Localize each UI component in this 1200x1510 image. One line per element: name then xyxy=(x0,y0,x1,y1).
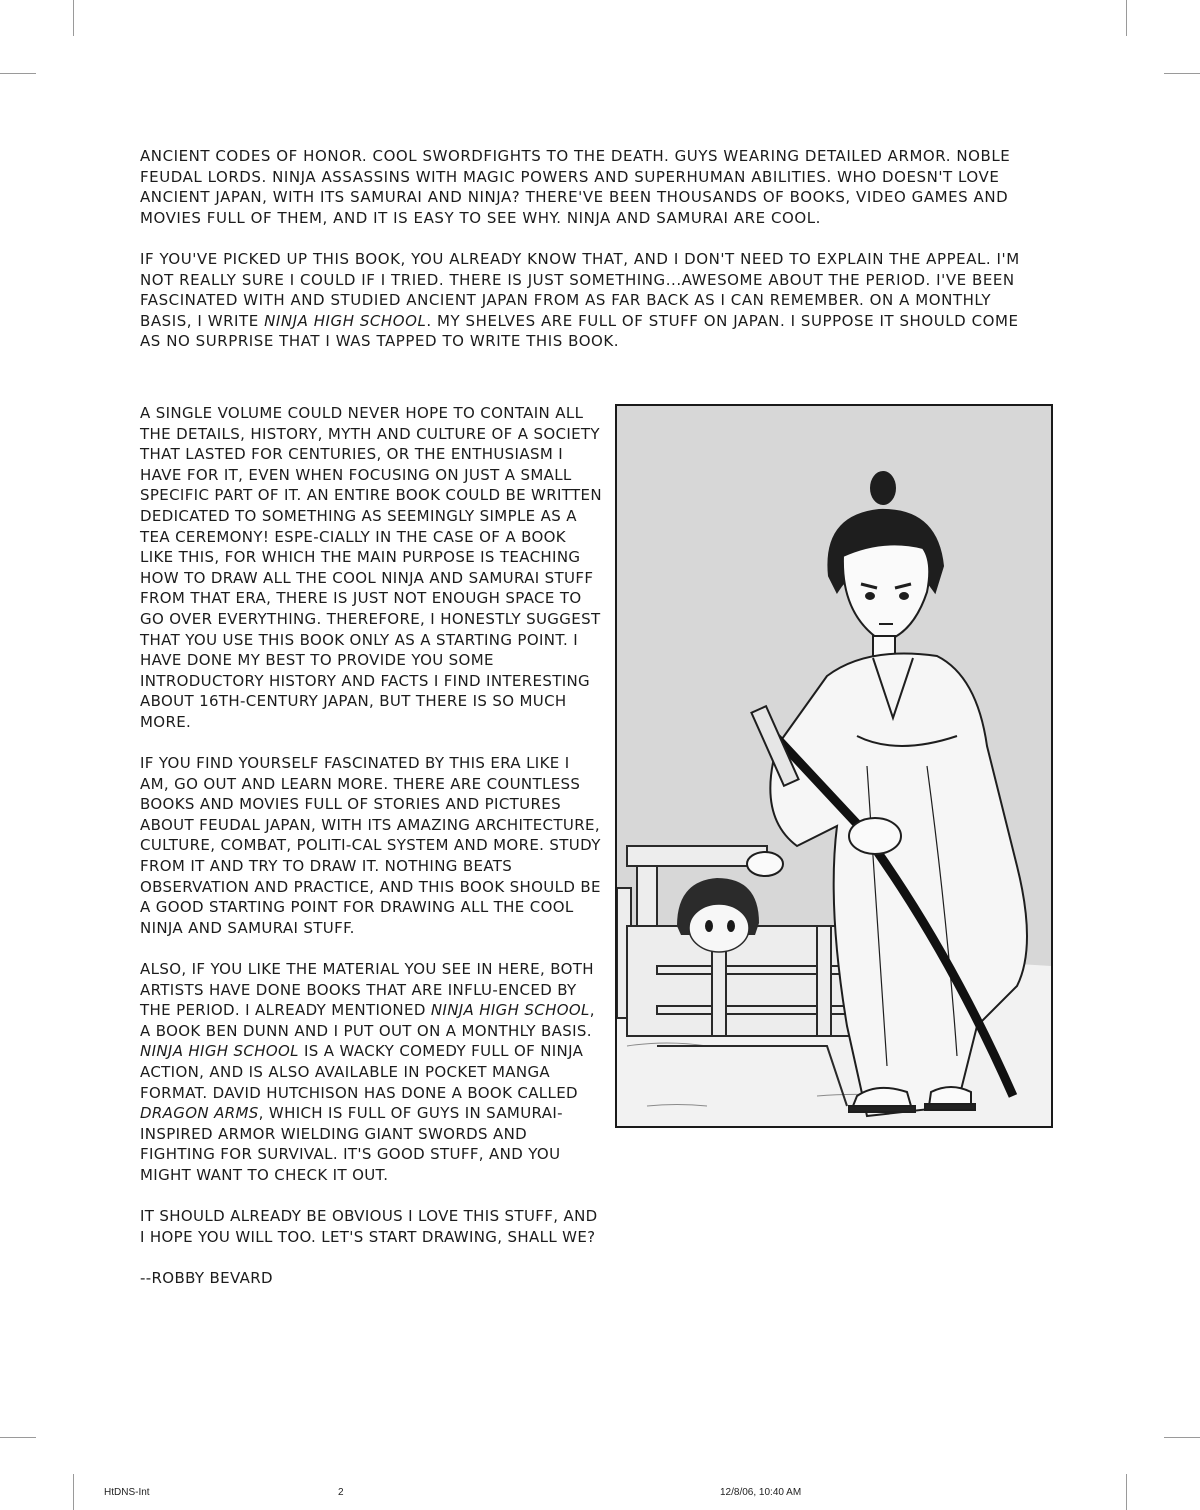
crop-mark xyxy=(1126,0,1127,36)
illustration-panel xyxy=(615,404,1053,1128)
book-title: NINJA HIGH SCHOOL xyxy=(430,1001,590,1020)
column-text: ALSO, IF YOU LIKE THE MATERIAL YOU SEE IN HERE, BOTH ARTISTS HAVE DONE BOOKS THAT ARE INFLU-ENCED BY THE PERIOD. I ALREADY MENTIONED xyxy=(140,960,594,1020)
footer-timestamp: 12/8/06, 10:40 AM xyxy=(720,1487,802,1498)
crop-mark xyxy=(73,0,74,36)
column-paragraph-1: A SINGLE VOLUME COULD NEVER HOPE TO CONTAIN ALL THE DETAILS, HISTORY, MYTH AND CULTURE OF A SOCIETY THAT LASTED FOR CENTURIES, OR THE ENTHUSIASM I HAVE FOR IT, EVEN WHEN FOCUSING ON JUST A SMALL SPECIFIC PART OF IT. AN ENTIRE BOOK COULD BE WRITTEN DEDICATED TO SOMETHING AS SEEMINGLY SIMPLE AS A TEA CEREMONY! ESPE-CIALLY IN THE CASE OF A BOOK LIKE THIS, FOR WHICH THE MAIN PURPOSE IS TEACHING HOW TO DRAW ALL THE COOL NINJA AND SAMURAI STUFF FROM THAT ERA, THERE IS JUST NOT ENOUGH SPACE TO GO OVER EVERYTHING. THEREFORE, I HONESTLY SUGGEST THAT YOU USE THIS BOOK ONLY AS A STARTING POINT. I HAVE DONE MY BEST TO PROVIDE YOU SOME INTRODUCTORY HISTORY AND FACTS I FIND INTERESTING ABOUT 16TH-CENTURY JAPAN, BUT THERE IS SO MUCH MORE. xyxy=(140,404,602,731)
samurai-illustration xyxy=(617,406,1051,1126)
book-title: DRAGON ARMS xyxy=(140,1104,259,1123)
samurai-hand xyxy=(747,852,783,876)
intro-text: . MY SHELVES ARE FULL OF STUFF ON JAPAN. I SUPPOSE IT SHOULD COME AS NO SURPRISE THAT I WAS TAPPED TO WRITE THIS BOOK. xyxy=(140,311,1019,351)
crop-mark xyxy=(1164,73,1200,74)
column-paragraph-3 xyxy=(140,959,602,1186)
samurai-eye xyxy=(900,593,908,599)
intro-section xyxy=(140,146,1040,352)
crop-mark xyxy=(1164,1437,1200,1438)
child-eye xyxy=(705,920,713,932)
child-face xyxy=(689,904,749,952)
footer-page-number: 2 xyxy=(338,1487,344,1498)
text-column xyxy=(140,403,602,1289)
crop-mark xyxy=(0,73,36,74)
column-text: , A BOOK BEN DUNN AND I PUT OUT ON A MONTHLY BASIS. xyxy=(140,1001,595,1040)
cart-post xyxy=(817,926,831,1036)
intro-text: IF YOU'VE PICKED UP THIS BOOK, YOU ALREADY KNOW THAT, AND I DON'T NEED TO EXPLAIN THE APPEAL. I'M NOT REALLY SURE I COULD IF I TRIED. THERE IS JUST SOMETHING...AWESOME ABOUT THE PERIOD. I'VE BEEN FASCINATED WITH AND STUDIED ANCIENT JAPAN FROM AS FAR BACK AS I CAN REMEMBER. ON A MONTHLY BASIS, I WRITE xyxy=(140,249,1020,330)
crop-mark xyxy=(1126,1474,1127,1510)
footer-file: HtDNS-Int xyxy=(104,1487,150,1498)
child-eye xyxy=(727,920,735,932)
intro-paragraph-1: ANCIENT CODES OF HONOR. COOL SWORDFIGHTS TO THE DEATH. GUYS WEARING DETAILED ARMOR. NOBLE FEUDAL LORDS. NINJA ASSASSINS WITH MAGIC POWERS AND SUPERHUMAN ABILITIES. WHO DOESN'T LOVE ANCIENT JAPAN, WITH ITS SAMURAI AND NINJA? THERE'VE BEEN THOUSANDS OF BOOKS, VIDEO GAMES AND MOVIES FULL OF THEM, AND IT IS EASY TO SEE WHY. NINJA AND SAMURAI ARE COOL. xyxy=(140,147,1011,227)
crop-mark xyxy=(73,1474,74,1510)
author-signature: --ROBBY BEVARD xyxy=(140,1268,273,1287)
samurai-eye xyxy=(866,593,874,599)
book-title: NINJA HIGH SCHOOL xyxy=(264,311,427,330)
cart-handle xyxy=(627,846,767,866)
sandal xyxy=(849,1106,915,1112)
column-text: IS A WACKY COMEDY FULL OF NINJA ACTION, AND IS ALSO AVAILABLE IN POCKET MANGA FORMAT. DAVID HUTCHISON HAS DONE A BOOK CALLED xyxy=(140,1042,584,1102)
column-paragraph-4: IT SHOULD ALREADY BE OBVIOUS I LOVE THIS STUFF, AND I HOPE YOU WILL TOO. LET'S START DRAWING, SHALL WE? xyxy=(140,1207,598,1246)
intro-paragraph-2 xyxy=(140,249,1040,352)
column-text: , WHICH IS FULL OF GUYS IN SAMURAI-INSPIRED ARMOR WIELDING GIANT SWORDS AND FIGHTING FOR SURVIVAL. IT'S GOOD STUFF, AND YOU MIGHT WANT TO CHECK IT OUT. xyxy=(140,1104,563,1184)
crop-mark xyxy=(0,1437,36,1438)
samurai-topknot xyxy=(871,472,895,504)
sandal xyxy=(925,1104,975,1110)
samurai-face xyxy=(843,544,929,642)
column-paragraph-2: IF YOU FIND YOURSELF FASCINATED BY THIS ERA LIKE I AM, GO OUT AND LEARN MORE. THERE ARE COUNTLESS BOOKS AND MOVIES FULL OF STORIES AND PICTURES ABOUT FEUDAL JAPAN, WITH ITS AMAZING ARCHITECTURE, CULTURE, COMBAT, POLITI-CAL SYSTEM AND MORE. STUDY FROM IT AND TRY TO DRAW IT. NOTHING BEATS OBSERVATION AND PRACTICE, AND THIS BOOK SHOULD BE A GOOD STARTING POINT FOR DRAWING ALL THE COOL NINJA AND SAMURAI STUFF. xyxy=(140,754,601,937)
book-title: NINJA HIGH SCHOOL xyxy=(140,1042,299,1061)
samurai-hand xyxy=(849,818,901,854)
